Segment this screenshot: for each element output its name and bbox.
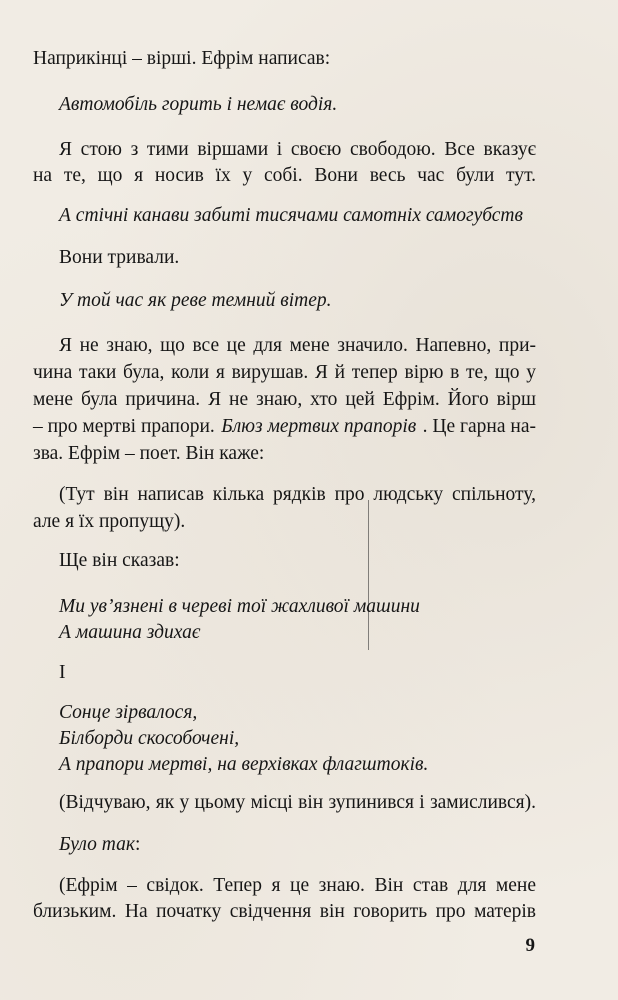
text-line-15-end: :: [134, 834, 141, 855]
text-line-15-italic: Було так: [59, 834, 135, 855]
text-line-5: Я не знаю, що все це для мене значило. Напевно, при-: [59, 335, 536, 356]
verse-line-1: Автомобіль горить і немає водія.: [59, 94, 338, 115]
text-line-8-title: Блюз мертвих прапорів: [221, 416, 417, 437]
verse-line-2: А стічні канави забиті тисячами самотніх самогубств: [59, 205, 523, 226]
text-line-14: (Відчуваю, як у цьому місці він зупинився і замислився).: [59, 792, 536, 813]
verse-line-5: А машина здихає: [59, 622, 201, 643]
text-line-9: зва. Ефрім – поет. Він каже:: [33, 443, 265, 464]
text-line-6: чина таки була, коли я вирушав. Я й тепер вірю в те, що у: [33, 362, 536, 383]
text-line-12: Ще він сказав:: [59, 550, 180, 571]
text-line-17: близьким. На початку свідчення він говорить про матерів: [33, 901, 536, 922]
text-line-11: але я їх пропущу).: [33, 511, 186, 532]
text-line-15: [59, 829, 140, 860]
text-line-16: (Ефрім – свідок. Тепер я це знаю. Він став для мене: [59, 875, 536, 896]
text-line-4: Вони тривали.: [59, 247, 180, 268]
text-line-1: Наприкінці – вірші. Ефрім написав:: [33, 48, 331, 69]
text-line-3: на те, що я носив їх у собі. Вони весь час були тут.: [33, 165, 536, 186]
text-line-13: І: [59, 662, 66, 683]
verse-line-4: Ми ув’язнені в череві тої жахливої машини: [59, 596, 420, 617]
verse-line-6: Сонце зірвалося,: [59, 702, 198, 723]
text-line-2: Я стою з тими віршами і своєю свободою. Все вказує: [59, 139, 536, 160]
text-line-7: мене була причина. Я не знаю, хто цей Ефрім. Його вірш: [33, 389, 536, 410]
verse-line-7: Білборди скособочені,: [59, 728, 240, 749]
verse-line-3: У той час як реве темний вітер.: [59, 290, 332, 311]
pencil-mark: [368, 500, 369, 650]
page-number: 9: [525, 935, 535, 956]
text-line-10: (Тут він написав кілька рядків про людську спільноту,: [59, 484, 536, 505]
text-line-8-end: . Це гарна на-: [422, 416, 536, 437]
text-line-8-start: – про мертві прапори.: [33, 416, 215, 437]
verse-line-8: А прапори мертві, на верхівках флагштоків.: [59, 754, 429, 775]
